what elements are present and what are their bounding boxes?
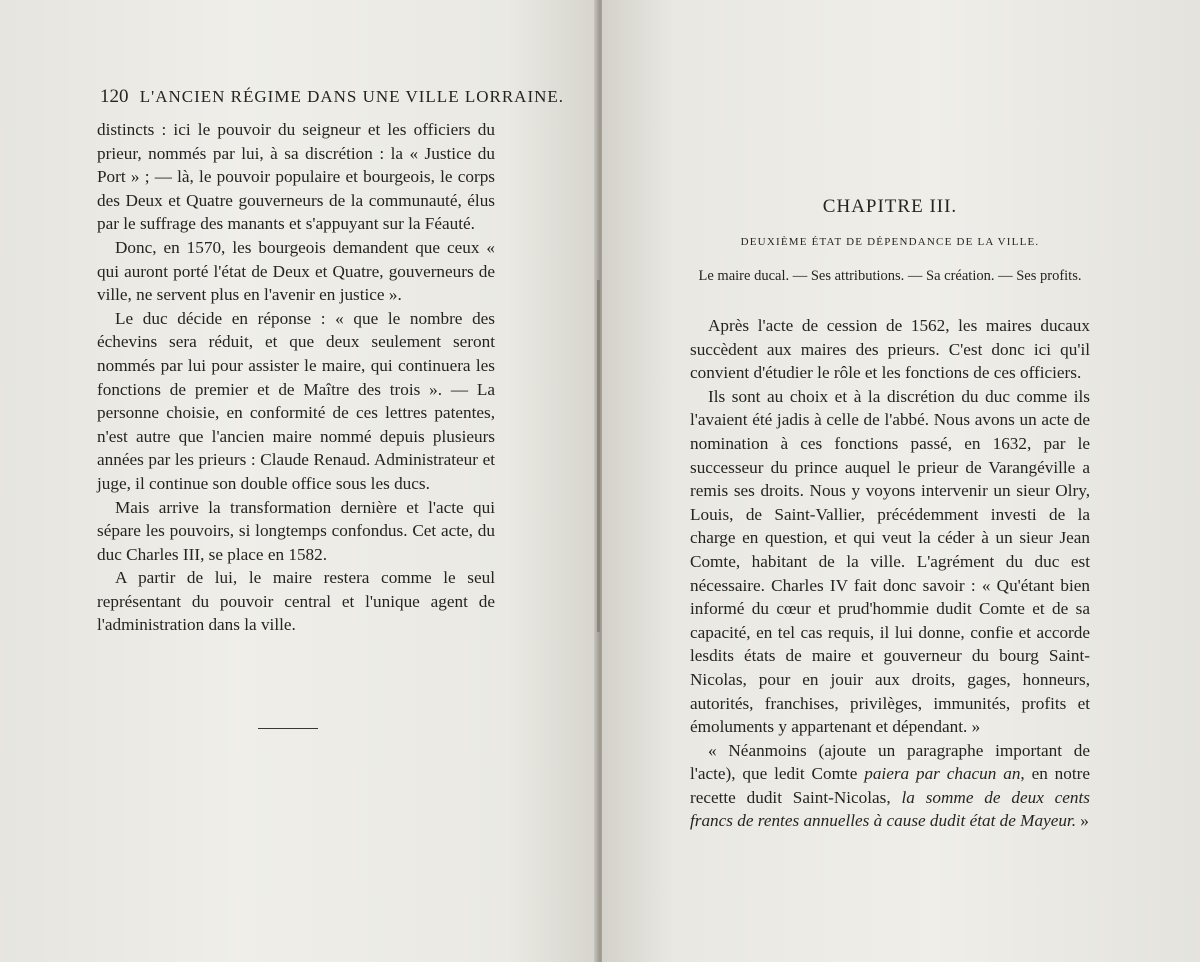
chapter-subtitle: DEUXIÈME ÉTAT DE DÉPENDANCE DE LA VILLE.: [740, 236, 1040, 248]
paragraph: Donc, en 1570, les bourgeois demandent que ceux « qui auront porté l'état de Deux et Quatre, gouverneurs de ville, ne servent plus en l'avenir en justice ».: [97, 237, 495, 305]
page-number: 120: [100, 86, 129, 107]
paragraph: A partir de lui, le maire restera comme le seul représentant du pouvoir central et l'unique agent de l'administration dans la ville.: [97, 568, 495, 635]
left-page: [0, 0, 598, 962]
quote-italic: paiera par chacun an: [864, 764, 1021, 784]
paragraph: Le duc décide en réponse : « que le nombre des échevins sera réduit, et que deux seulement seront nommés par lui pour assister le maire, qui continuera les fonctions de premier et de Maître des trois ». — La personne choisie, en conformité de ces lettres patentes, n'est autre que l'ancien maire nommé depuis plusieurs années par les prieurs : Claude Renaud. Administrateur et juge, il continue son double office sous les ducs.: [97, 308, 495, 493]
paragraph: Après l'acte de cession de 1562, les maires ducaux succèdent aux maires des prieurs. C'est donc ici qu'il convient d'étudier le rôle et les fonctions de ces officiers.: [690, 316, 1090, 383]
end-of-section-rule: [258, 728, 318, 729]
paragraph: Mais arrive la transformation dernière et l'acte qui sépare les pouvoirs, si longtemps confondus. Cet acte, du duc Charles III, se place en 1582.: [97, 497, 495, 564]
left-body-text: [97, 118, 495, 637]
running-head: [100, 86, 565, 108]
quote-text: , en notre recette dudit Saint-Nicolas,: [690, 764, 1090, 807]
quote-text: »: [1076, 811, 1089, 831]
running-head-title: L'ANCIEN RÉGIME DANS UNE VILLE LORRAINE.: [139, 87, 565, 106]
paragraph: distincts : ici le pouvoir du seigneur et les officiers du prieur, nommés par lui, à sa discrétion : la « Justice du Port » ; — là, le pouvoir populaire et bourgeois, le corps des Deux et Quatre gouverneurs de la communauté, élus par le suffrage des manants et s'appuyant sur la Féauté.: [97, 120, 495, 234]
right-body-text: [690, 314, 1090, 833]
chapter-title: CHAPITRE III.: [822, 196, 958, 217]
quote-italic: la somme de deux cents francs de rentes annuelles à cause dudit état de Mayeur.: [690, 787, 1090, 831]
chapter-summary: Le maire ducal. — Ses attributions. — Sa création. — Ses profits.: [698, 268, 1082, 284]
binding-thread: [597, 280, 600, 632]
paragraph-quote: [690, 739, 1090, 833]
quote-text: « Néanmoins (ajoute un paragraphe important de l'acte), que ledit Comte: [690, 740, 1090, 784]
paragraph: Ils sont au choix et à la discrétion du duc comme ils l'avaient été jadis à celle de l'abbé. Nous avons un acte de nomination à ces fonctions passé, en 1632, par le successeur du prince auquel le prieur de Varangéville a remis ses droits. Nous y voyons intervenir un sieur Olry, Louis, de Saint-Vallier, précédemment investi de la charge en question, et qui veut la céder à un sieur Jean Comte, habitant de la ville. L'agrément du duc est nécessaire. Charles IV fait donc savoir : « Qu'étant bien informé du cœur et prud'hommie dudit Comte et de sa capacité, en tel cas requis, il lui donne, confie et accorde lesdits états de maire et gouverneur du bourg Saint-Nicolas, pour en jouir aux droits, gages, honneurs, autorités, franchises, privilèges, immunités, profits et émoluments y appartenant et dépendant. »: [690, 386, 1090, 737]
